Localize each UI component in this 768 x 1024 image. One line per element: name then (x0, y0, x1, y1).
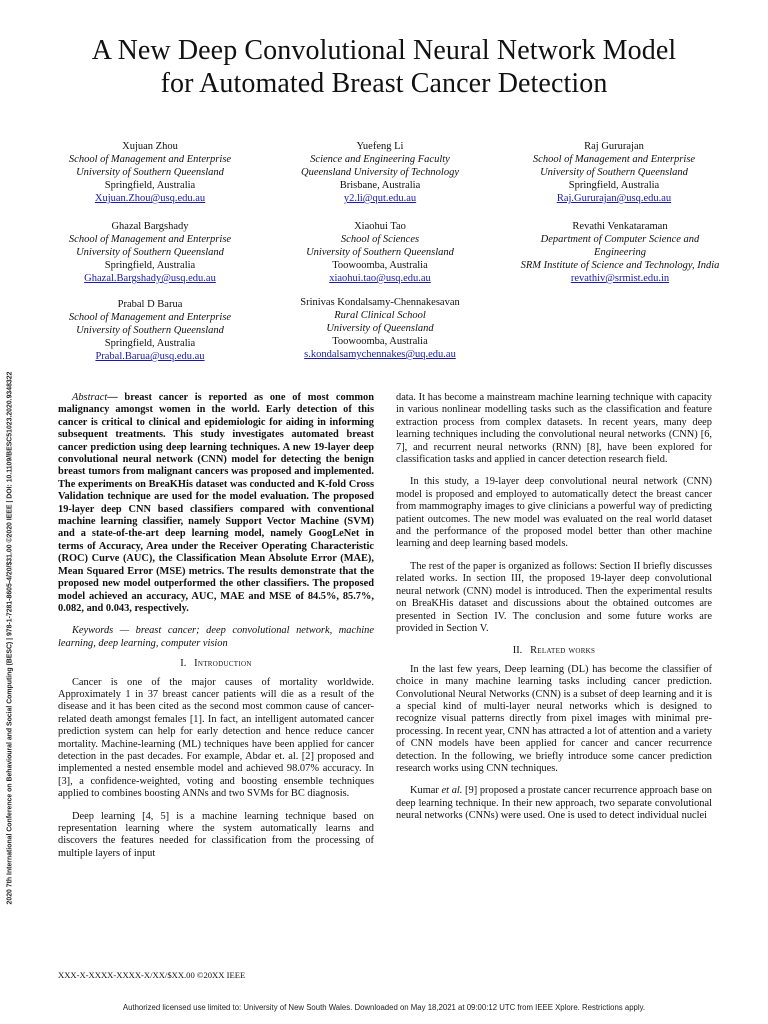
keywords-text: — breast cancer; deep convolutional network, machine learning, deep learning, computer vision (58, 625, 374, 649)
license-notice: Authorized licensed use limited to: University of New South Wales. Downloaded on May 18,2021 at 09:00:12 UTC from IEEE Xplore. Restrictions apply. (122, 1003, 646, 1012)
author-block-7 (40, 298, 260, 363)
intro-paragraph-2: Deep learning [4, 5] is a machine learning technique based on representation learning where the system automatically learns and discovers the features needed for classification from the processing of multiple layers of input (58, 810, 374, 859)
author-block-3 (504, 140, 724, 205)
author-name: Prabal D Barua (117, 299, 183, 310)
author-email[interactable]: Raj.Gururajan@usq.edu.au (556, 193, 672, 204)
paper-title (0, 34, 768, 100)
author-location: Toowoomba, Australia (332, 336, 428, 347)
author-block-6 (520, 220, 720, 285)
author-name: Xujuan Zhou (122, 141, 178, 152)
section-title: Related works (530, 645, 596, 657)
author-location: Springfield, Australia (568, 180, 660, 191)
author-email[interactable]: Xujuan.Zhou@usq.edu.au (94, 193, 206, 204)
left-column (58, 392, 374, 860)
author-affiliation: School of Management and Enterprise (68, 312, 232, 323)
author-block-8 (270, 296, 490, 361)
author-university: University of Southern Queensland (76, 325, 224, 336)
author-affiliation: School of Management and Enterprise (532, 154, 696, 165)
author-email[interactable]: revathiv@srmist.edu.in (570, 273, 670, 284)
intro-paragraph-1: Cancer is one of the major causes of mortality worldwide. Approximately 1 in 37 breast cancer patients will die as a result of the disease and it has been cited as the second most common cause of cancer-related death amongst females [1]. In fact, an intelligent automated cancer prediction system can help for early detection and hence reduce cancer mortality. Machine-learning (ML) techniques have been applied for cancer detection in the past decades. For example, Abdar et. al. [2] proposed and implemented a nested ensemble model and achieved 98.07% accuracy. In [3], a confidence-weighted, voting and boosting ensemble techniques applied to combines boosting ANNs and two SVMs for BC diagnosis. (58, 676, 374, 800)
author-university: SRM Institute of Science and Technology, India (520, 260, 720, 271)
title-line-2: for Automated Breast Cancer Detection (160, 68, 608, 99)
section-number: II. (512, 645, 523, 657)
section-title: Introduction (194, 658, 252, 670)
author-name: Xiaohui Tao (354, 221, 406, 232)
author-location: Brisbane, Australia (339, 180, 421, 191)
author-name: Revathi Venkataraman (572, 221, 668, 232)
keywords-label: Keywords (72, 625, 114, 637)
author-name: Ghazal Bargshady (111, 221, 189, 232)
author-block-1 (40, 140, 260, 205)
et-al: et al. (441, 785, 463, 797)
author-university: University of Southern Queensland (76, 167, 224, 178)
author-affiliation: School of Management and Enterprise (68, 234, 232, 245)
section-heading-related-works (396, 645, 712, 657)
author-block-4 (40, 220, 260, 285)
author-affiliation: School of Sciences (340, 234, 420, 245)
sidebar-citation (3, 298, 17, 978)
sidebar-citation-text: 2020 7th International Conference on Behavioural and Social Computing (BESC) | 978-1-7281-8605-4/20/$31.00 ©2020 IEEE | DOI: 10.1109/BESC51023.2020.9348322 (6, 371, 14, 905)
intro-paragraph-continued: data. It has become a mainstream machine learning technique with capacity in various nonlinear modelling tasks such as the classification and feature extraction process from complex datasets. In recent years, many deep learning techniques including the convolutional neural networks (CNN) [6, 7], and recurrent neural networks (RNN) [8], have been explored for classification tasks and applied in cancer detection research field. (396, 392, 712, 466)
author-location: Springfield, Australia (104, 260, 196, 271)
author-affiliation: Science and Engineering Faculty (310, 154, 450, 165)
author-affiliation: Rural Clinical School (334, 310, 426, 321)
author-email[interactable]: Prabal.Barua@usq.edu.au (95, 351, 205, 362)
author-university: University of Southern Queensland (540, 167, 688, 178)
author-email[interactable]: xiaohui.tao@usq.edu.au (329, 273, 431, 284)
title-line-1: A New Deep Convolutional Neural Network Model (91, 35, 677, 66)
abstract (58, 392, 374, 615)
author-university: University of Queensland (326, 323, 434, 334)
intro-paragraph-3: In this study, a 19-layer deep convolutional neural network (CNN) model is proposed and employed to automatically detect the breast cancer from mammography images to give clinicians a powerful way of predicting patient outcomes. The new model was evaluated on the real world dataset and the performance of the proposed model better than other machine learning and deep learning based models. (396, 476, 712, 550)
author-location: Toowoomba, Australia (332, 260, 428, 271)
author-block-5 (270, 220, 490, 285)
author-name: Yuefeng Li (356, 141, 404, 152)
author-affiliation: School of Management and Enterprise (68, 154, 232, 165)
related-paragraph-1: In the last few years, Deep learning (DL) has become the classifier of choice in many machine learning tasks including cancer prediction. Convolutional Neural Networks (CNN) is a subset of deep learning and it is a special kind of multi-layer neural networks which is designed to recognize visual patterns directly from pixel images with minimal pre-processing. In recent year, CNN has attracted a lot of attention and a variety of CNN models have been applied for cancer and cancer recurrence detection. In the following, we briefly introduce some cancer prediction research works using CNN techniques. (396, 663, 712, 774)
right-column (396, 392, 712, 823)
author-university: Queensland University of Technology (301, 167, 459, 178)
related-text: Kumar (410, 785, 442, 797)
author-affiliation: Department of Computer Science and Engineering (540, 234, 700, 258)
keywords (58, 625, 374, 650)
intro-paragraph-4: The rest of the paper is organized as follows: Section II briefly discusses related works. In section III, the proposed 19-layer deep convolutional neural network (CNN) model is introduced. Then the experimental results on BreaKHis dataset and discussions about the obtained outcomes are presented in Section IV. The conclusion and some future works are provided in Section V. (396, 560, 712, 634)
author-email[interactable]: Ghazal.Bargshady@usq.edu.au (84, 273, 216, 284)
author-location: Springfield, Australia (104, 180, 196, 191)
section-number: I. (180, 658, 187, 670)
abstract-label: Abstract (72, 392, 108, 403)
author-block-2 (270, 140, 490, 205)
section-heading-introduction (58, 658, 374, 670)
author-email[interactable]: y2.li@qut.edu.au (343, 193, 417, 204)
footer-copyright: XXX-X-XXXX-XXXX-X/XX/$XX.00 ©20XX IEEE (58, 970, 246, 980)
author-name: Raj Gururajan (584, 141, 644, 152)
related-paragraph-2 (396, 785, 712, 822)
author-university: University of Southern Queensland (306, 247, 454, 258)
author-name: Srinivas Kondalsamy-Chennakesavan (300, 297, 460, 308)
author-email[interactable]: s.kondalsamychennakes@uq.edu.au (304, 349, 456, 360)
related-text: [9] proposed a prostate cancer recurrence approach base on deep learning technique. In their new approach, two separate convolutional neural networks (CNNs) were used. One is used to detect individual nuclei (396, 785, 712, 822)
author-university: University of Southern Queensland (76, 247, 224, 258)
author-location: Springfield, Australia (104, 338, 196, 349)
abstract-text: — breast cancer is reported as one of most common malignancy amongst women in the world. Early detection of this cancer is critical to clinical and epidemiologic for aiding in informing subsequent treatments. This study investigates automated breast cancer prediction using deep learning techniques. A new 19-layer deep convolutional neural network (CNN) model for detecting the benign breast tumors from malignant cancers was proposed and implemented. The experiments on BreaKHis dataset was conducted and K-fold Cross Validation technique are used for the model evaluation. The proposed 19-layer deep CNN based classifiers compared with conventional machine learning classifier, namely Support Vector Machine (SVM) and a state-of-the-art deep learning model, namely GoogLeNet in terms of Accuracy, Area under the Receiver Operating Characteristic (ROC) Curve (AUC), the Classification Mean Absolute Error (MAE), Mean Squared Error (MSE) metrics. The results demonstrate that the proposed new model outperformed the other classifiers. The proposed model achieved an accuracy, AUC, MAE and MSE of 84.5%, 85.7%, 0.082, and 0.043, respectively. (58, 392, 374, 614)
